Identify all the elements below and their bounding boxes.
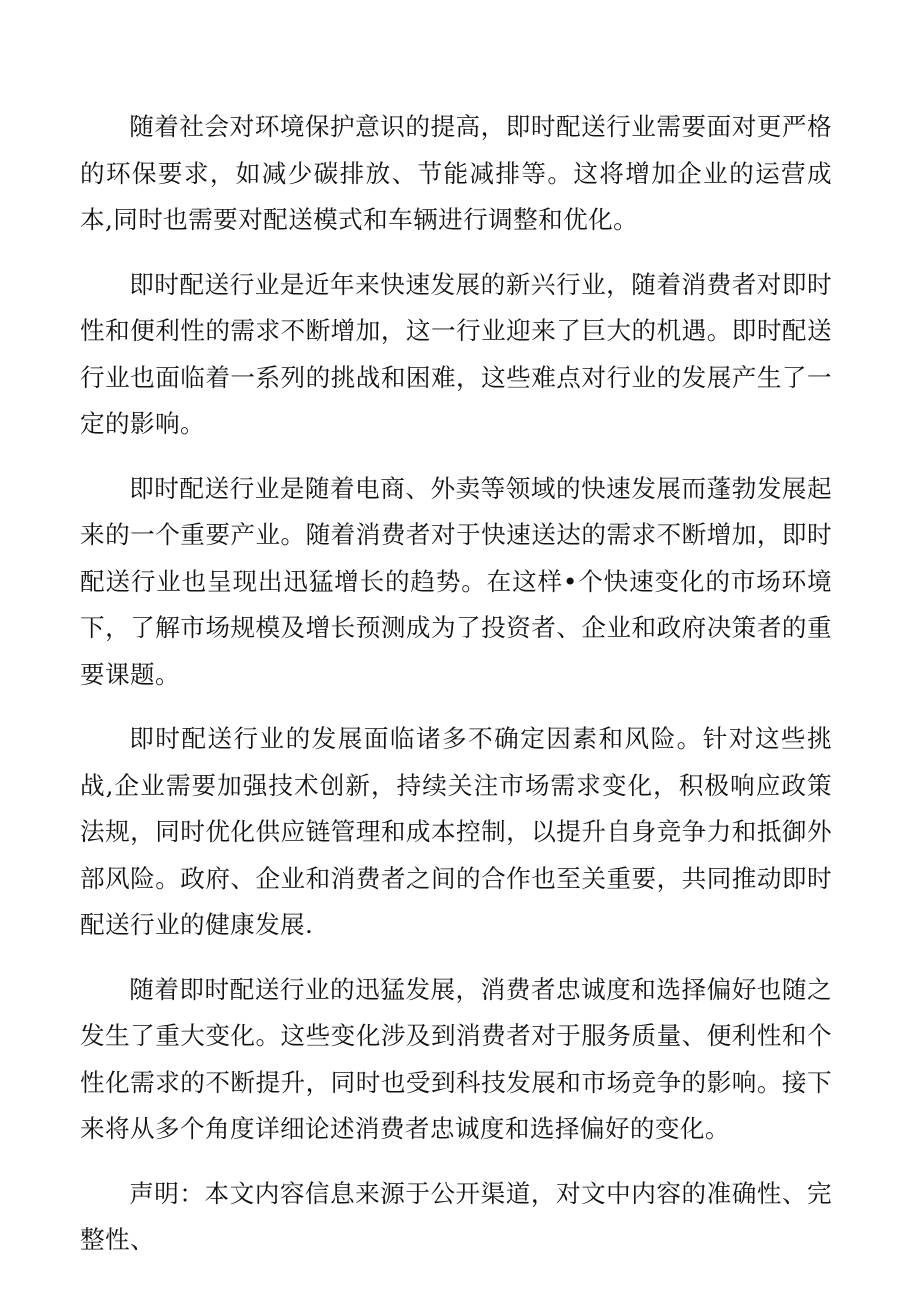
paragraph-market-growth: 即时配送行业是随着电商、外卖等领域的快速发展而蓬勃发展起来的一个重要产业。随着消费者对于快速送达的需求不断增加，即时配送行业也呈现出迅猛增长的趋势。在这样•个快速变化的市场环境下，了解市场规模及增长预测成为了投资者、企业和政府决策者的重要课题。 bbox=[80, 473, 832, 689]
paragraph-disclaimer: 声明：本文内容信息来源于公开渠道，对文中内容的准确性、完整性、 bbox=[80, 1178, 832, 1254]
paragraph-industry-challenges: 即时配送行业是近年来快速发展的新兴行业，随着消费者对即时性和便利性的需求不断增加，这一行业迎来了巨大的机遇。即时配送行业也面临着一系列的挑战和困难，这些难点对行业的发展产生了一定的影响。 bbox=[80, 269, 832, 438]
document-body bbox=[80, 104, 832, 1282]
paragraph-environment: 随着社会对环境保护意识的提高，即时配送行业需要面对更严格的环保要求，如减少碳排放、节能减排等。这将增加企业的运营成本,同时也需要对配送模式和车辆进行调整和优化。 bbox=[80, 112, 832, 234]
paragraph-consumer-loyalty: 随着即时配送行业的迅猛发展，消费者忠诚度和选择偏好也随之发生了重大变化。这些变化涉及到消费者对于服务质量、便利性和个性化需求的不断提升，同时也受到科技发展和市场竞争的影响。接下来将从多个角度详细论述消费者忠诚度和选择偏好的变化。 bbox=[80, 974, 832, 1143]
paragraph-risks: 即时配送行业的发展面临诸多不确定因素和风险。针对这些挑战,企业需要加强技术创新，持续关注市场需求变化，积极响应政策法规，同时优化供应链管理和成本控制，以提升自身竞争力和抵御外部风险。政府、企业和消费者之间的合作也至关重要，共同推动即时配送行业的健康发展. bbox=[80, 724, 832, 939]
